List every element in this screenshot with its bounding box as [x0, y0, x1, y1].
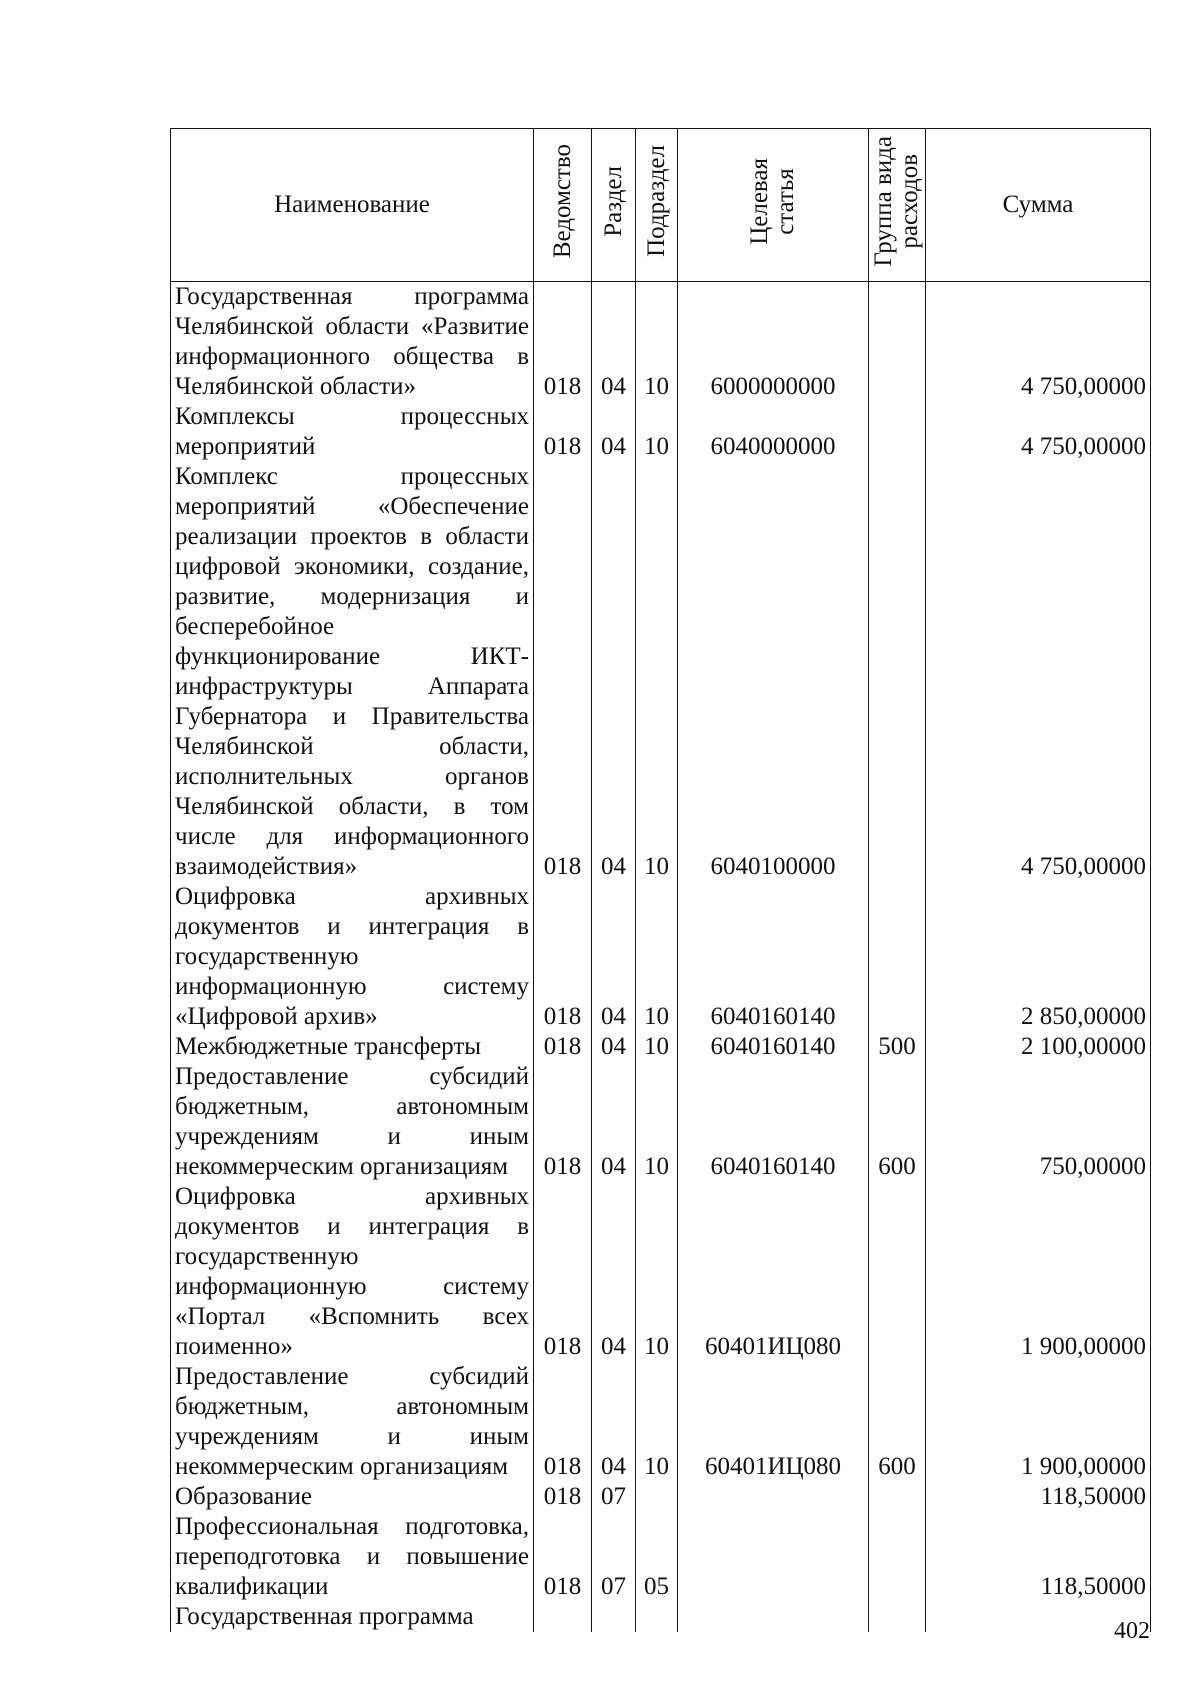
- cell-dept: 018: [534, 402, 592, 462]
- cell-target: 6000000000: [678, 282, 869, 403]
- cell-target: [678, 1512, 869, 1602]
- cell-section: 07: [592, 1482, 636, 1512]
- table-header-row: [171, 129, 1151, 282]
- cell-name: Межбюджетные трансферты: [171, 1032, 534, 1062]
- cell-subsection: 10: [636, 1362, 678, 1482]
- cell-sum: 4 750,00000: [926, 402, 1151, 462]
- header-subsection: Подраздел: [636, 129, 678, 282]
- cell-target: [678, 1602, 869, 1632]
- table-row: [171, 1482, 1151, 1512]
- cell-subsection: 10: [636, 1182, 678, 1362]
- cell-name: Предоставление субсидий бюджетным, автономным учреждениям и иным некоммерческим организациям: [171, 1362, 534, 1482]
- cell-name: Комплекс процессных мероприятий «Обеспечение реализации проектов в области цифровой экономики, создание, развитие, модернизация и бесперебойное функционирование ИКТ-инфраструктуры Аппарата Губернатора и Правительства Челябинской области, исполнительных органов Челябинской области, в том числе для информационного взаимодействия»: [171, 462, 534, 882]
- cell-target: 6040000000: [678, 402, 869, 462]
- header-dept: Ведомство: [534, 129, 592, 282]
- cell-subsection: 10: [636, 282, 678, 403]
- cell-target: 6040160140: [678, 882, 869, 1032]
- cell-name: Оцифровка архивных документов и интеграция в государственную информационную систему «Цифровой архив»: [171, 882, 534, 1032]
- table-row: [171, 282, 1151, 403]
- header-section: Раздел: [592, 129, 636, 282]
- cell-expense-group: [869, 282, 926, 403]
- cell-section: 04: [592, 1182, 636, 1362]
- cell-target: 6040160140: [678, 1032, 869, 1062]
- cell-section: 04: [592, 1362, 636, 1482]
- cell-sum: 2 850,00000: [926, 882, 1151, 1032]
- cell-section: 04: [592, 462, 636, 882]
- cell-section: 04: [592, 282, 636, 403]
- cell-name: Оцифровка архивных документов и интеграция в государственную информационную систему «Портал «Вспомнить всех поименно»: [171, 1182, 534, 1362]
- cell-expense-group: 500: [869, 1032, 926, 1062]
- cell-name: Предоставление субсидий бюджетным, автономным учреждениям и иным некоммерческим организациям: [171, 1062, 534, 1182]
- cell-subsection: 10: [636, 402, 678, 462]
- table-row: [171, 882, 1151, 1032]
- table-row: [171, 1182, 1151, 1362]
- cell-target: [678, 1482, 869, 1512]
- cell-dept: 018: [534, 1482, 592, 1512]
- table-row: [171, 402, 1151, 462]
- cell-target: 6040160140: [678, 1062, 869, 1182]
- cell-sum: 1 900,00000: [926, 1182, 1151, 1362]
- cell-expense-group: [869, 1512, 926, 1602]
- cell-subsection: 10: [636, 1062, 678, 1182]
- cell-section: 04: [592, 1032, 636, 1062]
- cell-expense-group: [869, 1182, 926, 1362]
- cell-expense-group: [869, 882, 926, 1032]
- cell-dept: 018: [534, 1032, 592, 1062]
- cell-section: 04: [592, 402, 636, 462]
- table-row: [171, 1362, 1151, 1482]
- cell-expense-group: [869, 1602, 926, 1632]
- table-row: [171, 1512, 1151, 1602]
- cell-dept: 018: [534, 282, 592, 403]
- cell-expense-group: [869, 462, 926, 882]
- cell-sum: 1 900,00000: [926, 1362, 1151, 1482]
- cell-sum: 2 100,00000: [926, 1032, 1151, 1062]
- cell-sum: 118,50000: [926, 1512, 1151, 1602]
- cell-name: Профессиональная подготовка, переподготовка и повышение квалификации: [171, 1512, 534, 1602]
- cell-subsection: [636, 1482, 678, 1512]
- cell-section: [592, 1602, 636, 1632]
- cell-subsection: 10: [636, 882, 678, 1032]
- cell-subsection: 10: [636, 462, 678, 882]
- table-row: [171, 462, 1151, 882]
- table-row: [171, 1602, 1151, 1632]
- header-sum: Сумма: [926, 129, 1151, 282]
- header-target: Целевая статья: [678, 129, 869, 282]
- cell-sum: 750,00000: [926, 1062, 1151, 1182]
- cell-dept: 018: [534, 1062, 592, 1182]
- cell-name: Комплексы процессных мероприятий: [171, 402, 534, 462]
- cell-sum: 4 750,00000: [926, 462, 1151, 882]
- cell-subsection: 10: [636, 1032, 678, 1062]
- header-name: Наименование: [171, 129, 534, 282]
- cell-expense-group: 600: [869, 1062, 926, 1182]
- table-row: [171, 1032, 1151, 1062]
- cell-section: 04: [592, 1062, 636, 1182]
- cell-target: 60401ИЦ080: [678, 1182, 869, 1362]
- cell-dept: 018: [534, 462, 592, 882]
- cell-subsection: 05: [636, 1512, 678, 1602]
- cell-name: Государственная программа: [171, 1602, 534, 1632]
- cell-sum: 118,50000: [926, 1482, 1151, 1512]
- cell-name: Государственная программа Челябинской области «Развитие информационного общества в Челябинской области»: [171, 282, 534, 403]
- cell-expense-group: [869, 1482, 926, 1512]
- table-row: [171, 1062, 1151, 1182]
- cell-expense-group: [869, 402, 926, 462]
- cell-dept: [534, 1602, 592, 1632]
- cell-sum: 4 750,00000: [926, 282, 1151, 403]
- cell-dept: 018: [534, 1512, 592, 1602]
- cell-target: 60401ИЦ080: [678, 1362, 869, 1482]
- cell-section: 07: [592, 1512, 636, 1602]
- cell-expense-group: 600: [869, 1362, 926, 1482]
- header-expense-group: Группа вида расходов: [869, 129, 926, 282]
- cell-name: Образование: [171, 1482, 534, 1512]
- cell-dept: 018: [534, 882, 592, 1032]
- cell-subsection: [636, 1602, 678, 1632]
- budget-table: [170, 128, 1151, 1632]
- cell-dept: 018: [534, 1182, 592, 1362]
- cell-dept: 018: [534, 1362, 592, 1482]
- cell-section: 04: [592, 882, 636, 1032]
- page-number: 402: [1114, 1618, 1150, 1644]
- cell-target: 6040100000: [678, 462, 869, 882]
